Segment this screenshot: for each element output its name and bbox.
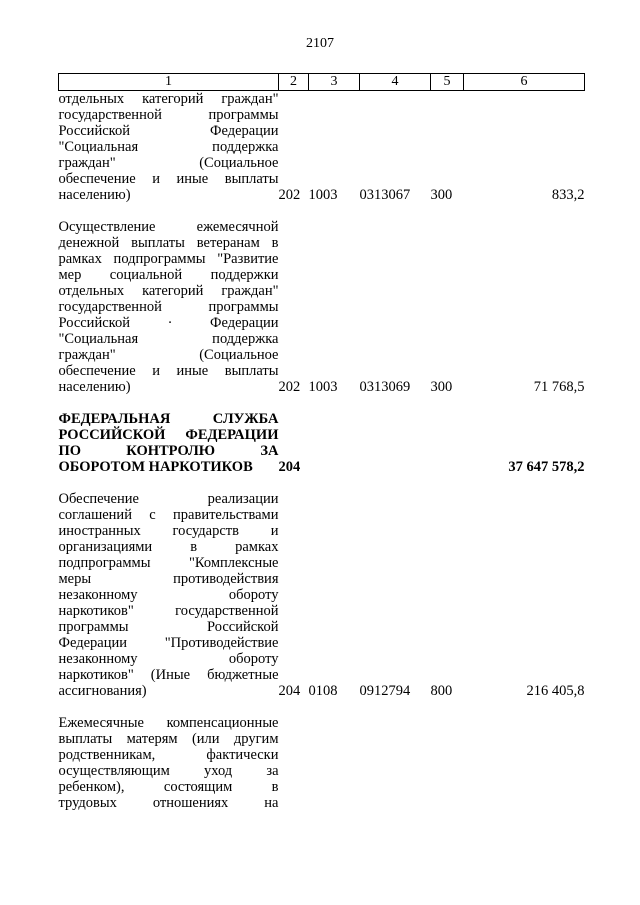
row-name-line: денежной выплаты ветеранам в [58,235,279,251]
ministry-code [279,715,309,811]
column-header-3: 3 [309,74,360,91]
row-name-line: населению) [58,187,131,203]
row-name-line: РОССИЙСКОЙ ФЕДЕРАЦИИ [58,427,279,443]
table-row [59,91,585,204]
row-name [59,715,279,811]
expense-type-code [431,715,464,811]
row-name-line: незаконному обороту [58,651,279,667]
row-gap [59,203,585,219]
target-item-code: 0313069 [359,379,411,395]
row-name-line: наркотиков" (Иные бюджетные [58,667,279,683]
column-header-5: 5 [431,74,464,91]
row-name-line: незаконному обороту [58,587,279,603]
expense-type-code: 800 [430,683,453,699]
amount [464,715,585,811]
row-name-line: "Социальная поддержка [58,139,279,155]
section-code [309,411,360,475]
table-row [59,219,585,395]
row-name-line: подпрограммы "Комплексные [58,555,279,571]
row-name-line: Обеспечение реализации [58,491,279,507]
row-gap [59,475,585,491]
row-name-line: ОБОРОТОМ НАРКОТИКОВ [58,459,253,475]
table-body [59,91,585,812]
row-name-line: ФЕДЕРАЛЬНАЯ СЛУЖБА [58,411,279,427]
row-name [59,219,279,395]
row-name [59,411,279,475]
row-name-line: отдельных категорий граждан" [58,283,279,299]
expense-type-code [431,411,464,475]
table-row [59,491,585,699]
column-header-1: 1 [59,74,279,91]
target-item-code: 0912794 [359,683,411,699]
row-name-line: обеспечение и иные выплаты [58,171,279,187]
row-name-line: наркотиков" государственной [58,603,279,619]
row-name-line: Федерации "Противодействие [58,635,279,651]
row-name-line: соглашений с правительствами [58,507,279,523]
row-name-line: организациями в рамках [58,539,279,555]
row-gap [59,699,585,715]
row-name [59,91,279,204]
row-name-line: отдельных категорий граждан" [58,91,279,107]
target-item-code: 0313067 [359,187,411,203]
amount: 37 647 578,2 [508,459,585,475]
row-name-line: трудовых отношениях на [58,795,279,811]
row-name-line: рамках подпрограммы "Развитие [58,251,279,267]
row-name-line: обеспечение и иные выплаты [58,363,279,379]
table-row [59,715,585,811]
section-code [309,715,360,811]
row-name [59,491,279,699]
row-name-line: ассигнования) [58,683,147,699]
ministry-code: 202 [278,379,301,395]
row-name-line: государственной программы [58,107,279,123]
amount: 71 768,5 [533,379,585,395]
table-row [59,411,585,475]
row-name-line: родственникам, фактически [58,747,279,763]
column-header-2: 2 [279,74,309,91]
row-name-line: ребенком), состоящим в [58,779,279,795]
row-name-line: Российской Федерации [58,123,279,139]
target-item-code [360,715,431,811]
row-name-line: Осуществление ежемесячной [58,219,279,235]
ministry-code: 202 [278,187,301,203]
column-number-header-row [59,74,585,91]
row-name-line: граждан" (Социальное [58,155,279,171]
column-header-4: 4 [360,74,431,91]
target-item-code [360,411,431,475]
row-name-line: "Социальная поддержка [58,331,279,347]
expense-type-code: 300 [430,187,453,203]
row-name-line: осуществляющим уход за [58,763,279,779]
section-code: 1003 [308,187,338,203]
section-code: 0108 [308,683,338,699]
row-name-line: граждан" (Социальное [58,347,279,363]
row-name-line: государственной программы [58,299,279,315]
amount: 833,2 [551,187,585,203]
ministry-code: 204 [278,683,301,699]
row-name-line: Российской · Федерации [58,315,279,331]
column-header-6: 6 [464,74,585,91]
amount: 216 405,8 [526,683,585,699]
row-name-line: населению) [58,379,131,395]
expense-type-code: 300 [430,379,453,395]
row-name-line: Ежемесячные компенсационные [58,715,279,731]
row-name-line: иностранных государств и [58,523,279,539]
budget-table [58,73,585,811]
row-name-line: программы Российской [58,619,279,635]
row-gap [59,395,585,411]
section-code: 1003 [308,379,338,395]
ministry-code: 204 [278,459,301,475]
row-name-line: ПО КОНТРОЛЮ ЗА [58,443,279,459]
row-name-line: выплаты матерям (или другим [58,731,279,747]
page-number: 2107 [306,36,334,51]
row-name-line: мер социальной поддержки [58,267,279,283]
row-name-line: меры противодействия [58,571,279,587]
